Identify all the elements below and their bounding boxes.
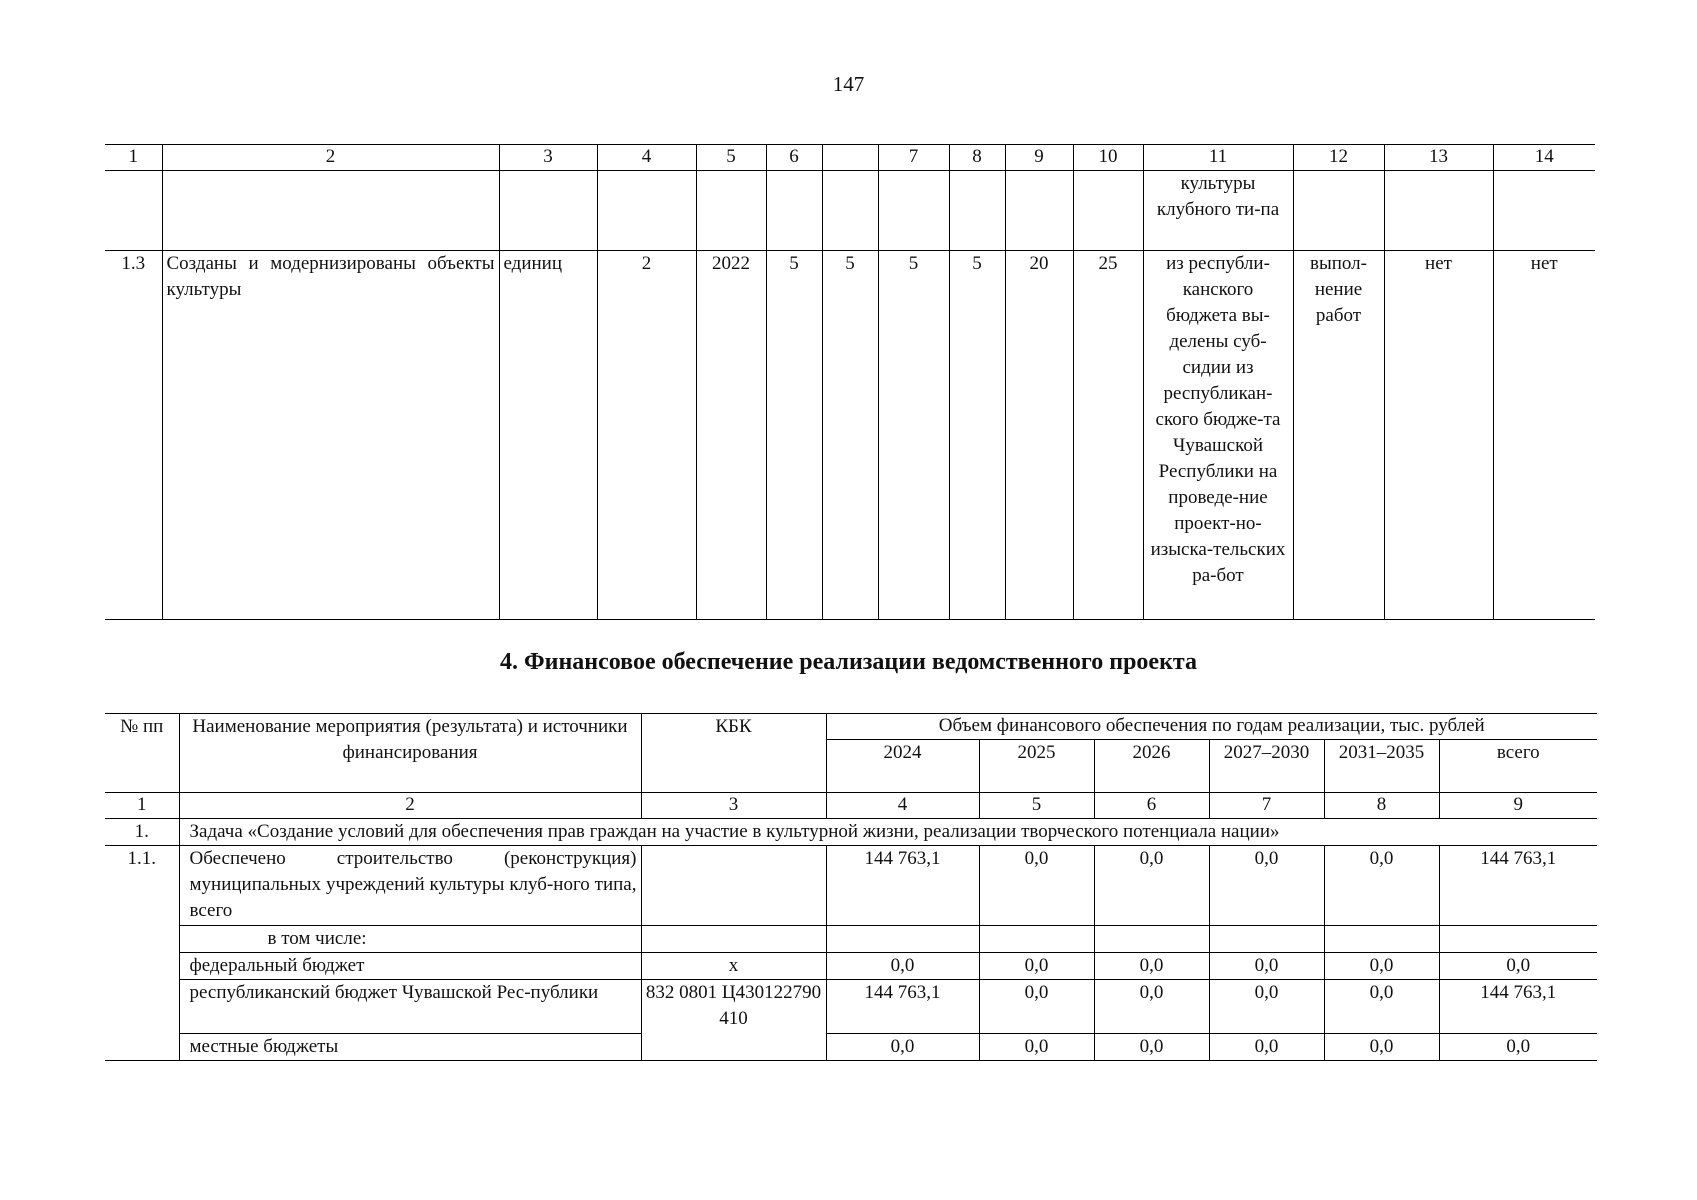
header-row [105, 714, 1597, 740]
item-name: Обеспечено строительство (реконструкция) муниципальных учреждений культуры клуб-ного типа, всего [179, 846, 641, 926]
amount-cell: 0,0 [979, 953, 1094, 980]
base-year-cell: 2022 [696, 251, 766, 620]
table-row [105, 846, 1597, 926]
amount-cell: 144 763,1 [1439, 846, 1597, 926]
header-num: № пп [105, 714, 179, 793]
cell-continued-text: культуры клубного ти-па [1143, 171, 1293, 251]
indicator-name: Созданы и модернизированы объекты культуры [162, 251, 499, 620]
amount-cell: 0,0 [979, 846, 1094, 926]
col-number: 1 [105, 793, 179, 819]
source-name: местные бюджеты [179, 1034, 641, 1061]
amount-cell: 0,0 [1209, 953, 1324, 980]
base-value-cell: 2 [597, 251, 696, 620]
col-header: 13 [1384, 145, 1493, 171]
amount-cell: 144 763,1 [826, 980, 979, 1034]
amount-cell: 0,0 [979, 1034, 1094, 1061]
col-header: 4 [597, 145, 696, 171]
value-cell: нет [1493, 251, 1595, 620]
amount-cell: 0,0 [1324, 1034, 1439, 1061]
item-number: 1.1. [105, 846, 179, 1061]
source-name: федеральный бюджет [179, 953, 641, 980]
col-header: 5 [696, 145, 766, 171]
header-name: Наименование мероприятия (результата) и источники финансирования [179, 714, 641, 793]
col-header: 1 [105, 145, 162, 171]
col-header: 14 [1493, 145, 1595, 171]
table-row [105, 980, 1597, 1034]
including-label: в том числе: [179, 926, 641, 953]
value-cell: 5 [766, 251, 822, 620]
table-row [105, 926, 1597, 953]
value-cell: 5 [878, 251, 949, 620]
table-row-continued [105, 171, 1595, 251]
amount-cell: 0,0 [1094, 1034, 1209, 1061]
value-cell: 25 [1073, 251, 1143, 620]
amount-cell: 0,0 [979, 980, 1094, 1034]
col-number: 2 [179, 793, 641, 819]
col-header: 8 [949, 145, 1005, 171]
amount-cell: 0,0 [1439, 1034, 1597, 1061]
amount-cell: 0,0 [1324, 953, 1439, 980]
year-header: 2026 [1094, 740, 1209, 793]
task-number: 1. [105, 819, 179, 846]
page-number: 147 [832, 72, 865, 96]
table-row [105, 1034, 1597, 1061]
amount-cell: 0,0 [1209, 1034, 1324, 1061]
link-cell: выпол-нение работ [1293, 251, 1384, 620]
col-header [822, 145, 878, 171]
amount-cell: 0,0 [1094, 980, 1209, 1034]
col-header: 3 [499, 145, 597, 171]
year-header: 2024 [826, 740, 979, 793]
amount-cell: 0,0 [1324, 846, 1439, 926]
amount-cell: 0,0 [1209, 980, 1324, 1034]
row-number: 1.3 [105, 251, 162, 620]
header-kbk: КБК [641, 714, 826, 793]
amount-cell: 144 763,1 [826, 846, 979, 926]
value-cell: 5 [822, 251, 878, 620]
col-number: 4 [826, 793, 979, 819]
value-cell: нет [1384, 251, 1493, 620]
col-header: 2 [162, 145, 499, 171]
info-cell: из республи-канского бюджета вы-делены суб-сидии из республикан-ского бюдже-та Чувашской Республики на проведе-ние проект-но-изыска-тельских ра-бот [1143, 251, 1293, 620]
col-number: 5 [979, 793, 1094, 819]
year-header: 2031–2035 [1324, 740, 1439, 793]
amount-cell: 0,0 [826, 953, 979, 980]
column-number-row [105, 793, 1597, 819]
col-header: 9 [1005, 145, 1073, 171]
col-number: 6 [1094, 793, 1209, 819]
col-header: 7 [878, 145, 949, 171]
financing-table [105, 713, 1597, 1061]
amount-cell: 0,0 [1324, 980, 1439, 1034]
col-number: 8 [1324, 793, 1439, 819]
amount-cell: 0,0 [826, 1034, 979, 1061]
amount-cell: 0,0 [1094, 953, 1209, 980]
column-number-row [105, 145, 1595, 171]
value-cell: 20 [1005, 251, 1073, 620]
kbk-cell: 832 0801 Ц430122790 410 [641, 980, 826, 1061]
indicators-table [105, 144, 1595, 620]
col-header: 10 [1073, 145, 1143, 171]
col-header: 11 [1143, 145, 1293, 171]
table-row [105, 953, 1597, 980]
col-number: 7 [1209, 793, 1324, 819]
col-number: 9 [1439, 793, 1597, 819]
source-name: республиканский бюджет Чувашской Рес-публики [179, 980, 641, 1034]
col-header: 12 [1293, 145, 1384, 171]
amount-cell: 0,0 [1439, 953, 1597, 980]
year-header: 2025 [979, 740, 1094, 793]
amount-cell: 0,0 [1209, 846, 1324, 926]
task-text: Задача «Создание условий для обеспечения прав граждан на участие в культурной жизни, реализации творческого потенциала нации» [179, 819, 1597, 846]
kbk-cell: х [641, 953, 826, 980]
amount-cell: 0,0 [1094, 846, 1209, 926]
table-row [105, 251, 1595, 620]
header-volume: Объем финансового обеспечения по годам реализации, тыс. рублей [826, 714, 1597, 740]
col-number: 3 [641, 793, 826, 819]
task-row [105, 819, 1597, 846]
year-header: 2027–2030 [1209, 740, 1324, 793]
year-header: всего [1439, 740, 1597, 793]
value-cell: 5 [949, 251, 1005, 620]
section-title: 4. Финансовое обеспечение реализации ведомственного проекта [500, 649, 1197, 675]
amount-cell: 144 763,1 [1439, 980, 1597, 1034]
unit-cell: единиц [499, 251, 597, 620]
col-header: 6 [766, 145, 822, 171]
